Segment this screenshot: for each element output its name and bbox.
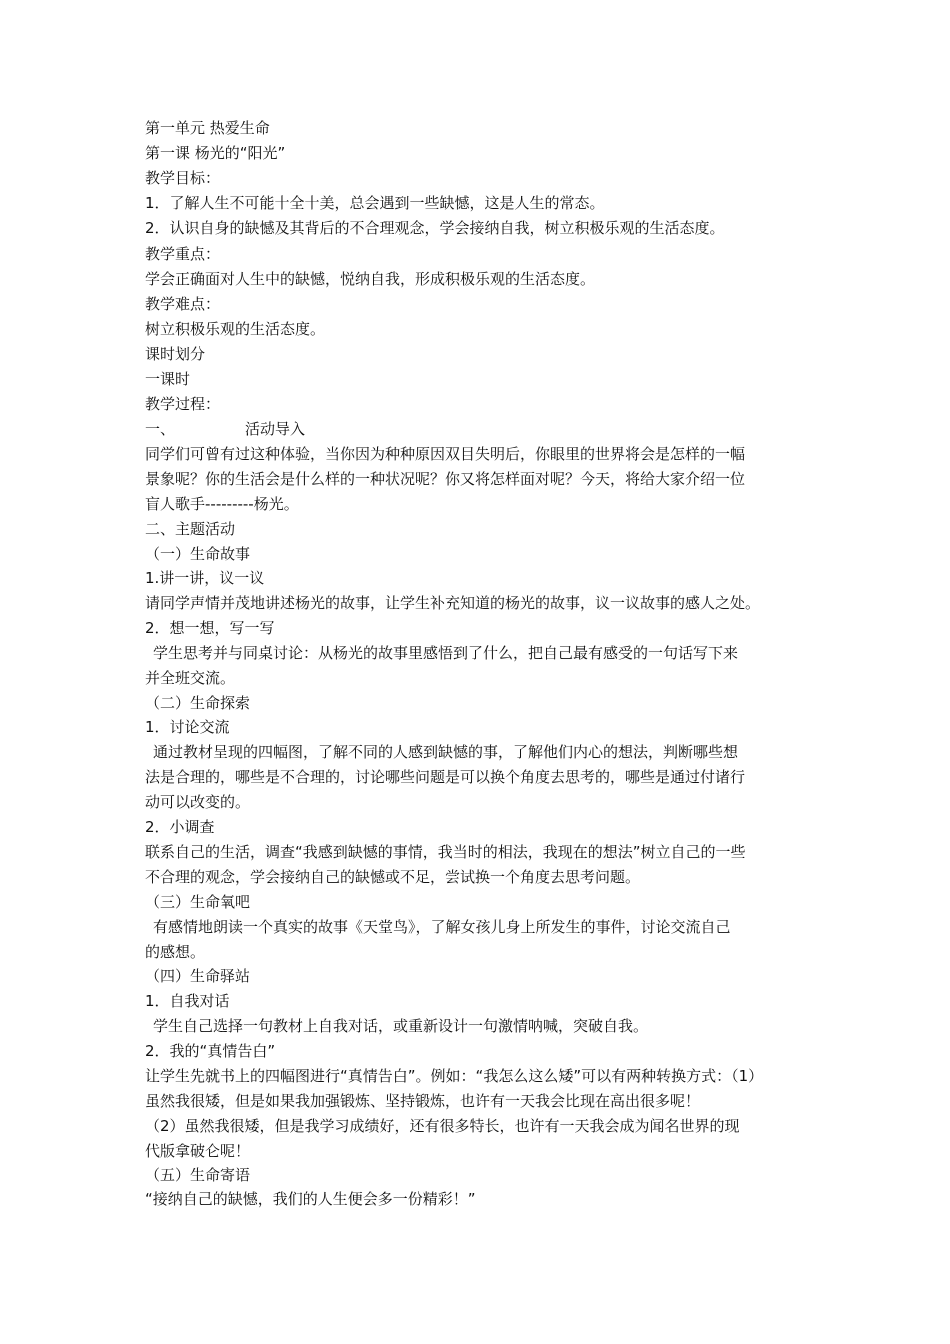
section-1-title: 活动导入 bbox=[245, 420, 306, 438]
section-2-heading: 二、主题活动 bbox=[145, 520, 236, 538]
goal-item-2: 2．认识自身的缺憾及其背后的不合理观念，学会接纳自我，树立积极乐观的生活态度。 bbox=[145, 219, 725, 237]
period-heading: 课时划分 bbox=[145, 345, 206, 363]
section-1-heading bbox=[145, 420, 810, 438]
paragraph-line: 代版拿破仑呢！ bbox=[145, 1142, 251, 1160]
subsection-1-heading: （一）生命故事 bbox=[145, 545, 251, 563]
section-1-number: 一、 bbox=[145, 420, 176, 438]
subsection-1-item-1: 1.讲一讲，议一议 bbox=[145, 569, 265, 587]
goal-item-1: 1．了解人生不可能十全十美，总会遇到一些缺憾，这是人生的常态。 bbox=[145, 194, 605, 212]
goals-heading: 教学目标： bbox=[145, 169, 221, 187]
key-text: 学会正确面对人生中的缺憾，悦纳自我，形成积极乐观的生活态度。 bbox=[145, 270, 596, 288]
paragraph-line: 通过教材呈现的四幅图，了解不同的人感到缺憾的事，了解他们内心的想法，判断哪些想 bbox=[153, 743, 739, 761]
key-heading: 教学重点： bbox=[145, 245, 221, 263]
closing-quote: “接纳自己的缺憾，我们的人生便会多一份精彩！” bbox=[145, 1190, 476, 1208]
period-text: 一课时 bbox=[145, 370, 191, 388]
subsection-2-item-1: 1．讨论交流 bbox=[145, 718, 230, 736]
subsection-4-heading: （四）生命驿站 bbox=[145, 967, 251, 985]
paragraph-line: 请同学声情并茂地讲述杨光的故事，让学生补充知道的杨光的故事，议一议故事的感人之处。 bbox=[145, 594, 761, 612]
paragraph-line: 有感情地朗读一个真实的故事《天堂鸟》，了解女孩儿身上所发生的事件，讨论交流自己 bbox=[153, 918, 731, 936]
subsection-2-item-2: 2．小调查 bbox=[145, 818, 215, 836]
subsection-2-heading: （二）生命探索 bbox=[145, 694, 251, 712]
unit-title: 第一单元 热爱生命 bbox=[145, 119, 270, 137]
paragraph-line: 同学们可曾有过这种体验，当你因为种种原因双目失明后，你眼里的世界将会是怎样的一幅 bbox=[145, 445, 746, 463]
paragraph-line: 的感想。 bbox=[145, 943, 206, 961]
paragraph-line: 学生自己选择一句教材上自我对话，或重新设计一句激情呐喊，突破自我。 bbox=[153, 1017, 649, 1035]
paragraph-line: （2）虽然我很矮，但是我学习成绩好，还有很多特长，也许有一天我会成为闻名世界的现 bbox=[145, 1117, 740, 1135]
subsection-1-item-2: 2．想一想，写一写 bbox=[145, 619, 275, 637]
paragraph-line: 学生思考并与同桌讨论：从杨光的故事里感悟到了什么，把自己最有感受的一句话写下来 bbox=[153, 644, 739, 662]
subsection-4-item-2: 2．我的“真情告白” bbox=[145, 1042, 276, 1060]
paragraph-line: 联系自己的生活，调查“我感到缺憾的事情，我当时的相法，我现在的想法”树立自己的一些 bbox=[145, 843, 746, 861]
paragraph-line: 景象呢？你的生活会是什么样的一种状况呢？你又将怎样面对呢？今天，将给大家介绍一位 bbox=[145, 470, 746, 488]
subsection-4-item-1: 1．自我对话 bbox=[145, 992, 230, 1010]
process-heading: 教学过程： bbox=[145, 395, 221, 413]
paragraph-line: 法是合理的，哪些是不合理的，讨论哪些问题是可以换个角度去思考的，哪些是通过付诸行 bbox=[145, 768, 746, 786]
paragraph-line: 并全班交流。 bbox=[145, 669, 236, 687]
paragraph-line: 虽然我很矮，但是如果我加强锻炼、坚持锻炼，也许有一天我会比现在高出很多呢！ bbox=[145, 1092, 701, 1110]
lesson-title: 第一课 杨光的“阳光” bbox=[145, 144, 286, 162]
paragraph-line: 盲人歌手---------杨光。 bbox=[145, 495, 299, 513]
subsection-5-heading: （五）生命寄语 bbox=[145, 1166, 251, 1184]
paragraph-line: 让学生先就书上的四幅图进行“真情告白”。例如：“我怎么这么矮”可以有两种转换方式：（1） bbox=[145, 1067, 764, 1085]
paragraph-line: 不合理的观念，学会接纳自己的缺憾或不足，尝试换一个角度去思考问题。 bbox=[145, 868, 641, 886]
difficult-heading: 教学难点： bbox=[145, 295, 221, 313]
difficult-text: 树立积极乐观的生活态度。 bbox=[145, 320, 326, 338]
paragraph-line: 动可以改变的。 bbox=[145, 793, 251, 811]
subsection-3-heading: （三）生命氧吧 bbox=[145, 893, 251, 911]
